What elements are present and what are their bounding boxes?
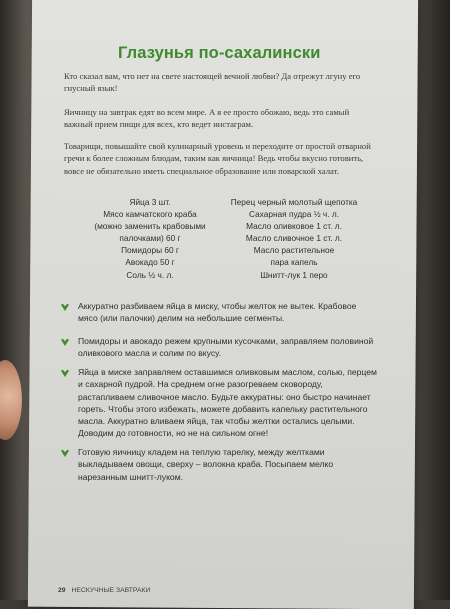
ingredient-line: Сахарная пудра ½ ч. л. <box>248 209 340 220</box>
instruction-step: Аккуратно разбиваем яйца в миску, чтобы желток не вытек. Крабовое мясо (или палочки) делим на небольшие сегменты. <box>78 301 357 324</box>
ingredient-line: Яйца 3 шт. <box>129 197 171 207</box>
instruction-step: Яйца в миске заправляем оставшимся оливковым маслом, солью, перцем и сахарной пудрой. На среднем огне разогреваем сковороду, растапливаем сливочное масло. Будьте аккуратны: оно быстро начинает гореть. Чтобы этого избежать, можете добавить капельку растительного масла. Аккуратно вливаем яйца, так чтобы желтки остались целыми. Доводим до готовности, но не на сильном огне! <box>78 367 377 439</box>
ingredients-right-column <box>214 196 374 281</box>
page-footer <box>58 587 150 594</box>
ingredient-line: Шнитт-лук 1 перо <box>260 269 328 280</box>
recipe-title: Глазунья по-сахалински <box>118 44 321 62</box>
background-edge <box>414 0 450 600</box>
leaf-icon <box>60 368 70 378</box>
ingredient-line: Мясо камчатского краба <box>103 209 197 220</box>
leaf-icon <box>60 302 70 312</box>
ingredients-left-column <box>70 196 230 281</box>
ingredient-line: Масло сливочное 1 ст. л. <box>245 233 343 244</box>
ingredient-line: Помидоры 60 г <box>121 245 179 256</box>
ingredient-line: (можно заменить крабовыми <box>94 221 206 232</box>
ingredient-line: Масло растительное <box>253 245 335 256</box>
instruction-step: Помидоры и авокадо режем крупными кусочками, заправляем половиной оливкового масла и солим по вкусу. <box>78 336 374 359</box>
ingredient-line: Масло оливковое 1 ст. л. <box>246 221 342 232</box>
ingredient-line: Авокадо 50 г <box>125 257 175 268</box>
intro-paragraph: Товарищи, повышайте свой кулинарный уровень и переходите от простой отварной гречи к более сложным блюдам, таким как яичница! Ведь чтобы вкусно готовить, вовсе не обязательно иметь специальное образование или поварской халат. <box>64 141 371 176</box>
ingredient-line: пара капель <box>270 257 318 268</box>
intro-paragraph: Яичницу на завтрак едят во всем мире. А я ее просто обожаю, ведь это самый важный прием пищи для всех, кто ведет инстаграм. <box>64 107 350 130</box>
instruction-step: Готовую яичницу кладем на теплую тарелку, между желтками выкладываем овощи, сверху – волокна краба. Посыпаем мелко нарезанным шнитт-луком. <box>78 447 334 482</box>
page-number: 29 <box>58 587 66 594</box>
section-title: НЕСКУЧНЫЕ ЗАВТРАКИ <box>71 587 151 594</box>
intro-paragraph: Кто сказал вам, что нет на свете настоящей вечной любви? Да отрежут лгуну его гнусный язык! <box>64 71 361 94</box>
ingredient-line: палочками) 60 г <box>119 233 181 244</box>
leaf-icon <box>60 448 70 458</box>
ingredient-line: Соль ½ ч. л. <box>126 269 174 280</box>
leaf-icon <box>60 337 70 347</box>
ingredient-line: Перец черный молотый щепотка <box>230 197 358 207</box>
